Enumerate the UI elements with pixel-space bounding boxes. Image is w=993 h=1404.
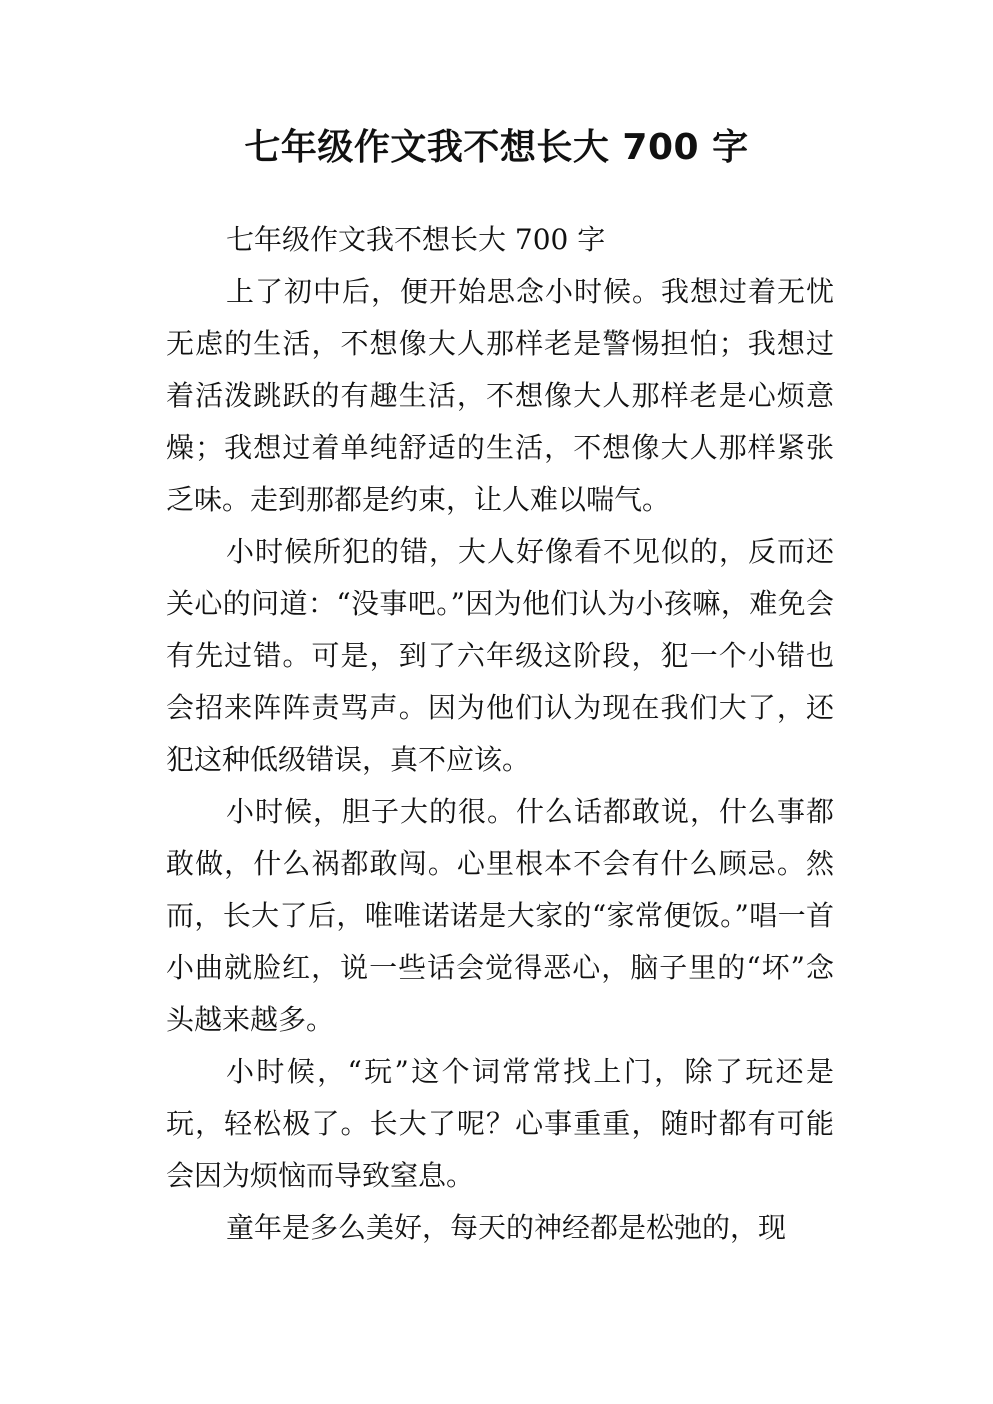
body-paragraph: 童年是多么美好，每天的神经都是松弛的，现: [226, 1211, 787, 1244]
body-paragraph: 小时候所犯的错，大人好像看不见似的，反而还关心的问道：“没事吧。”因为他们认为小孩嘛，难免会有先过错。可是，到了六年级这阶段，犯一个小错也会招来阵阵责骂声。因为他们认为现在我们大了，还犯这种低级错误，真不应该。: [166, 535, 834, 776]
document-title: 七年级作文我不想长大 700 字: [244, 127, 749, 168]
body-paragraph: 小时候，胆子大的很。什么话都敢说，什么事都敢做，什么祸都敢闯。心里根本不会有什么顾忌。然而，长大了后，唯唯诺诺是大家的“家常便饭。”唱一首小曲就脸红，说一些话会觉得恶心，脑子里的“坏”念头越来越多。: [166, 795, 834, 1036]
body-paragraph: 小时候，“玩”这个词常常找上门，除了玩还是玩，轻松极了。长大了呢？心事重重，随时都有可能会因为烦恼而导致窒息。: [166, 1055, 834, 1192]
body-paragraph: 上了初中后，便开始思念小时候。我想过着无忧无虑的生活，不想像大人那样老是警惕担怕；我想过着活泼跳跃的有趣生活，不想像大人那样老是心烦意燥；我想过着单纯舒适的生活，不想像大人那样紧张乏味。走到那都是约束，让人难以喘气。: [166, 275, 834, 516]
document-body: [166, 214, 834, 1254]
subtitle-paragraph: 七年级作文我不想长大 700 字: [226, 223, 606, 256]
